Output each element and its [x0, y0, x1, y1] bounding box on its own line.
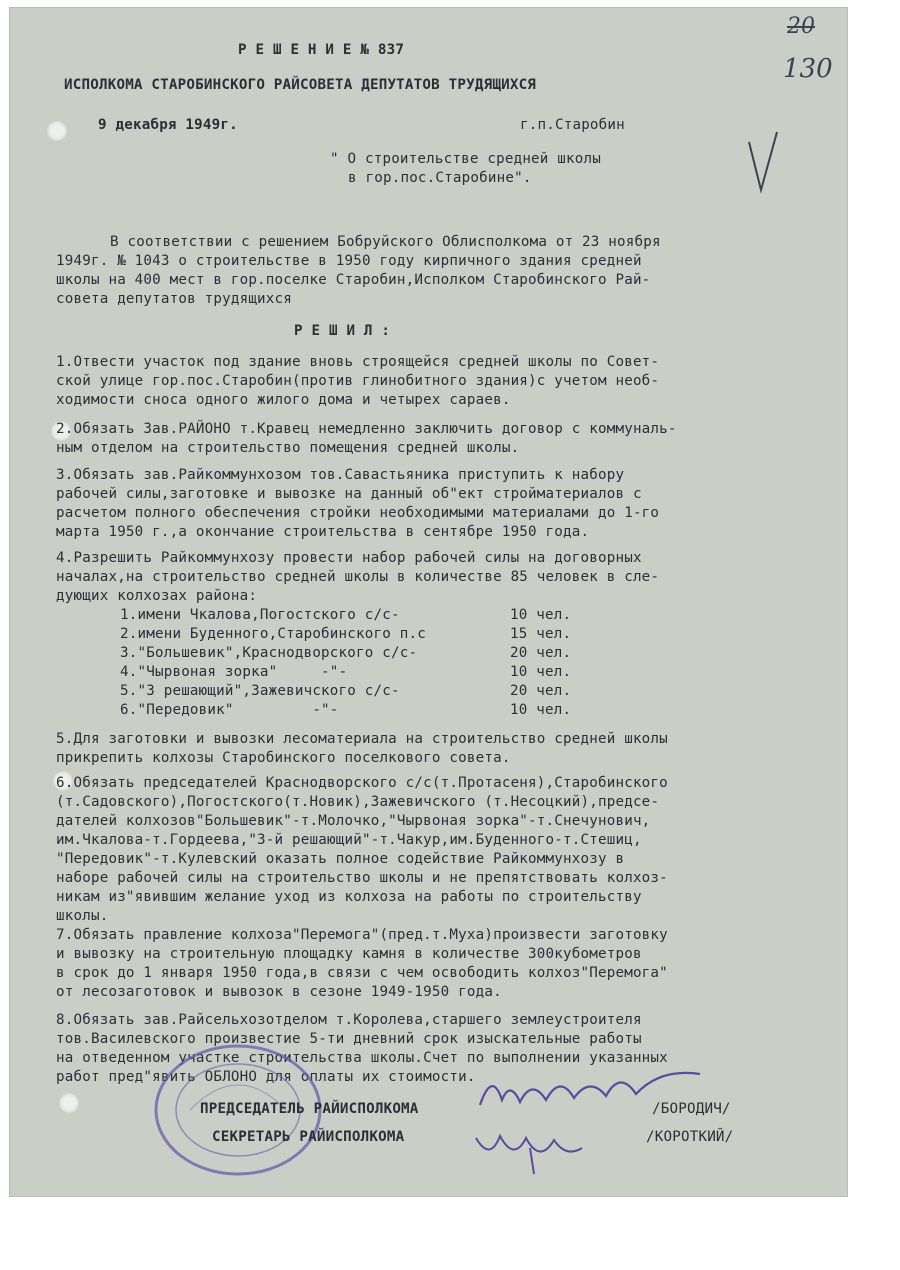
item-line: им.Чкалова-т.Гордеева,"3-й решающий"-т.Чакур,им.Буденного-т.Стешиц,: [56, 832, 642, 848]
item-line: 8.Обязать зав.Райсельхозотделом т.Королева,старшего землеустроителя: [56, 1012, 642, 1028]
item-line: 7.Обязать правление колхоза"Перемога"(пред.т.Муха)произвести заготовку: [56, 927, 668, 943]
document-subject: " О строительстве средней школы: [330, 151, 601, 167]
archive-page-number-old: 20: [787, 14, 815, 39]
item-line: в срок до 1 января 1950 года,в связи с чем освободить колхоз"Перемога": [56, 965, 668, 981]
archive-page-number: 130: [783, 54, 833, 84]
item-line: от лесозаготовок и вывозок в сезоне 1949-1950 года.: [56, 984, 502, 1000]
chairman-name: /БОРОДИЧ/: [652, 1101, 731, 1117]
secretary-name: /КОРОТКИЙ/: [646, 1129, 734, 1145]
secretary-signature: [470, 1118, 590, 1178]
kolkhoz-name: 1.имени Чкалова,Погостского с/с-: [120, 607, 400, 623]
item-line: (т.Садовского),Погостского(т.Новик),Зажевичского (т.Несоцкий),предсе-: [56, 794, 660, 810]
decided-heading: Р Е Ш И Л :: [294, 323, 391, 339]
check-mark: [745, 128, 785, 198]
item-line: ходимости сноса одного жилого дома и четырех сараев.: [56, 392, 511, 408]
kolkhoz-count: 10 чел.: [510, 664, 572, 680]
chairman-label: ПРЕДСЕДАТЕЛЬ РАЙИСПОЛКОМА: [200, 1101, 419, 1117]
chairman-signature: [470, 1060, 710, 1120]
item-line: на отведенном участке строительства школы.Счет по выполнении указанных: [56, 1050, 668, 1066]
item-line: дателей колхозов"Большевик"-т.Молочко,"Чырвоная зорка"-т.Снечунович,: [56, 813, 651, 829]
kolkhoz-count: 10 чел.: [510, 607, 572, 623]
kolkhoz-name: 3."Большевик",Краснодворского с/с-: [120, 645, 418, 661]
item-line: ской улице гор.пос.Старобин(против глинобитного здания)с учетом необ-: [56, 373, 660, 389]
punch-hole: [58, 1092, 80, 1114]
item-line: тов.Василевского произвестие 5-ти дневний срок изыскательные работы: [56, 1031, 642, 1047]
item-line: рабочей силы,заготовке и вывозке на данный об"ект стройматериалов с: [56, 486, 642, 502]
item-line: "Передовик"-т.Кулевский оказать полное содействие Райкоммунхозу в: [56, 851, 625, 867]
preamble-line: школы на 400 мест в гор.поселке Старобин,Исполком Старобинского Рай-: [56, 272, 651, 288]
kolkhoz-name: 6."Передовик" -"-: [120, 702, 339, 718]
item-line: марта 1950 г.,а окончание строительства в сентябре 1950 года.: [56, 524, 590, 540]
preamble-line: 1949г. № 1043 о строительстве в 1950 году кирпичного здания средней: [56, 253, 642, 269]
item-line: никам из"явившим желание уход из колхоза на работы по строительству: [56, 889, 642, 905]
document-date: 9 декабря 1949г.: [98, 117, 238, 133]
document-subject: в гор.пос.Старобине".: [348, 170, 532, 186]
item-line: началах,на строительство средней школы в количестве 85 человек в сле-: [56, 569, 660, 585]
item-line: 1.Отвести участок под здание вновь строящейся средней школы по Совет-: [56, 354, 660, 370]
kolkhoz-count: 20 чел.: [510, 645, 572, 661]
item-line: 5.Для заготовки и вывозки лесоматериала на строительство средней школы: [56, 731, 668, 747]
document-title: Р Е Ш Е Н И Е № 837: [238, 42, 405, 58]
preamble-line: совета депутатов трудящихся: [56, 291, 293, 307]
item-line: 2.Обязать Зав.РАЙОНО т.Кравец немедленно заключить договор с коммуналь-: [56, 421, 677, 437]
item-line: прикрепить колхозы Старобинского поселкового совета.: [56, 750, 511, 766]
item-line: 3.Обязать зав.Райкоммунхозом тов.Савастьяника приступить к набору: [56, 467, 625, 483]
kolkhoz-count: 15 чел.: [510, 626, 572, 642]
kolkhoz-count: 10 чел.: [510, 702, 572, 718]
item-line: 6.Обязать председателей Краснодворского с/с(т.Протасеня),Старобинского: [56, 775, 668, 791]
kolkhoz-name: 5."3 решающий",Зажевичского с/с-: [120, 683, 400, 699]
item-line: дующих колхозах района:: [56, 588, 258, 604]
punch-hole: [46, 120, 68, 142]
item-line: ным отделом на строительство помещения средней школы.: [56, 440, 520, 456]
kolkhoz-count: 20 чел.: [510, 683, 572, 699]
item-line: расчетом полного обеспечения стройки необходимыми материалами до 1-го: [56, 505, 660, 521]
document-subtitle: ИСПОЛКОМА СТАРОБИНСКОГО РАЙСОВЕТА ДЕПУТАТОВ ТРУДЯЩИХСЯ: [64, 77, 537, 93]
secretary-label: СЕКРЕТАРЬ РАЙИСПОЛКОМА: [212, 1129, 405, 1145]
item-line: 4.Разрешить Райкоммунхозу провести набор рабочей силы на договорных: [56, 550, 642, 566]
item-line: работ пред"явить ОБЛОНО для оплаты их стоимости.: [56, 1069, 476, 1085]
item-line: школы.: [56, 908, 109, 924]
preamble-line: В соответствии с решением Бобруйского Облисполкома от 23 ноября: [110, 234, 661, 250]
document-place: г.п.Старобин: [520, 117, 625, 133]
item-line: и вывозку на строительную площадку камня в количестве 300кубометров: [56, 946, 642, 962]
item-line: наборе рабочей силы на строительство школы и не препятствовать колхоз-: [56, 870, 668, 886]
kolkhoz-name: 2.имени Буденного,Старобинского п.с: [120, 626, 426, 642]
kolkhoz-name: 4."Чырвоная зорка" -"-: [120, 664, 348, 680]
